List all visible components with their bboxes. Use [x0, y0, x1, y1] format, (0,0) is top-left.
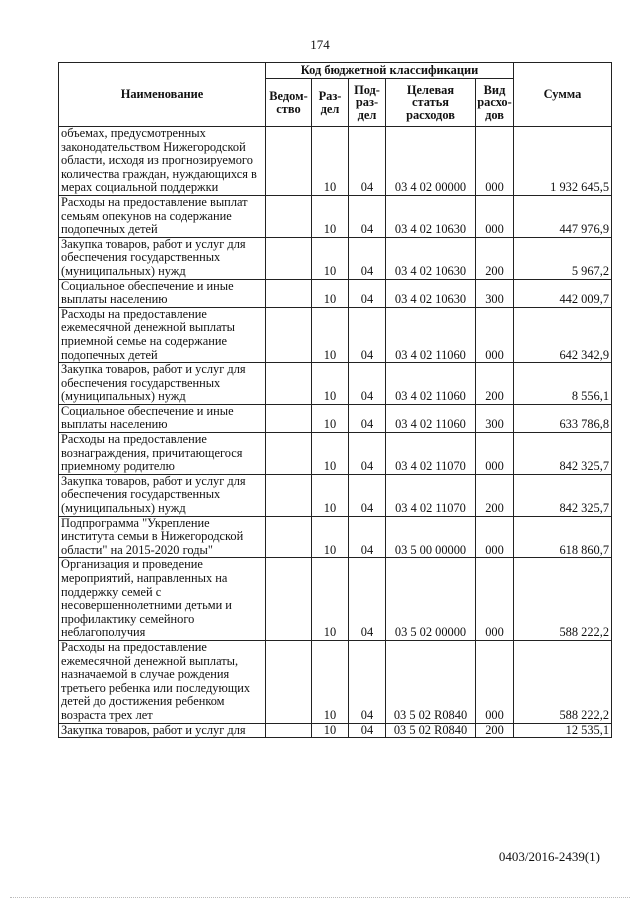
cell-name: Закупка товаров, работ и услуг для обеспечения государственных (муниципальных) нужд	[59, 474, 266, 516]
table-row	[59, 516, 612, 558]
cell-razdel: 10	[312, 723, 349, 738]
cell-name: Расходы на предоставление вознаграждения, причитающегося приемному родителю	[59, 433, 266, 475]
cell-celevaya: 03 4 02 10630	[386, 237, 476, 279]
cell-celevaya: 03 4 02 10630	[386, 279, 476, 307]
header-sum: Сумма	[514, 63, 612, 127]
cell-name: Социальное обеспечение и иные выплаты населению	[59, 404, 266, 432]
cell-vid: 200	[476, 474, 514, 516]
cell-sum: 588 222,2	[514, 558, 612, 641]
cell-podrazdel: 04	[349, 474, 386, 516]
cell-razdel: 10	[312, 127, 349, 196]
cell-razdel: 10	[312, 433, 349, 475]
table-row	[59, 195, 612, 237]
header-razdel: Раз-дел	[312, 79, 349, 127]
cell-podrazdel: 04	[349, 307, 386, 362]
cell-name: Подпрограмма "Укрепление института семьи в Нижегородской области" на 2015-2020 годы"	[59, 516, 266, 558]
cell-sum: 8 556,1	[514, 363, 612, 405]
cell-sum: 442 009,7	[514, 279, 612, 307]
cell-vedomstvo	[266, 474, 312, 516]
header-classification-group: Код бюджетной классификации	[266, 63, 514, 79]
cell-sum: 447 976,9	[514, 195, 612, 237]
cell-podrazdel: 04	[349, 516, 386, 558]
cell-sum: 5 967,2	[514, 237, 612, 279]
cell-vedomstvo	[266, 307, 312, 362]
header-name: Наименование	[59, 63, 266, 127]
cell-razdel: 10	[312, 195, 349, 237]
cell-vedomstvo	[266, 558, 312, 641]
cell-sum: 1 932 645,5	[514, 127, 612, 196]
cell-celevaya: 03 5 02 R0840	[386, 723, 476, 738]
cell-podrazdel: 04	[349, 237, 386, 279]
cell-vid: 300	[476, 404, 514, 432]
cell-vedomstvo	[266, 516, 312, 558]
table-row	[59, 474, 612, 516]
cell-celevaya: 03 4 02 11070	[386, 433, 476, 475]
cell-name: Социальное обеспечение и иные выплаты населению	[59, 279, 266, 307]
cell-vid: 000	[476, 307, 514, 362]
table-header	[59, 63, 612, 127]
cell-vedomstvo	[266, 723, 312, 738]
cell-sum: 618 860,7	[514, 516, 612, 558]
cell-vid: 200	[476, 363, 514, 405]
cell-razdel: 10	[312, 307, 349, 362]
cell-razdel: 10	[312, 516, 349, 558]
cell-vedomstvo	[266, 127, 312, 196]
cell-name: объемах, предусмотренных законодательством Нижегородской области, исходя из прогнозируемого количества граждан, нуждающихся в мерах социальной поддержки	[59, 127, 266, 196]
cell-celevaya: 03 5 02 00000	[386, 558, 476, 641]
budget-table	[58, 62, 612, 738]
table-row	[59, 127, 612, 196]
cell-name: Закупка товаров, работ и услуг для обеспечения государственных (муниципальных) нужд	[59, 237, 266, 279]
cell-celevaya: 03 4 02 11060	[386, 307, 476, 362]
document-code: 0403/2016-2439(1)	[498, 849, 600, 864]
cell-celevaya: 03 4 02 10630	[386, 195, 476, 237]
page-number: 174	[310, 37, 330, 52]
cell-podrazdel: 04	[349, 195, 386, 237]
cell-sum: 633 786,8	[514, 404, 612, 432]
table-row	[59, 237, 612, 279]
cell-vid: 000	[476, 195, 514, 237]
header-vid: Вид расхо-дов	[476, 79, 514, 127]
cell-celevaya: 03 5 02 R0840	[386, 640, 476, 723]
cell-vedomstvo	[266, 433, 312, 475]
cell-name: Расходы на предоставление выплат семьям опекунов на содержание подопечных детей	[59, 195, 266, 237]
cell-celevaya: 03 4 02 00000	[386, 127, 476, 196]
cell-sum: 842 325,7	[514, 433, 612, 475]
cell-vedomstvo	[266, 404, 312, 432]
cell-celevaya: 03 4 02 11060	[386, 404, 476, 432]
cell-name: Закупка товаров, работ и услуг для обеспечения государственных (муниципальных) нужд	[59, 363, 266, 405]
cell-podrazdel: 04	[349, 558, 386, 641]
cell-podrazdel: 04	[349, 127, 386, 196]
cell-vid: 200	[476, 723, 514, 738]
cell-podrazdel: 04	[349, 404, 386, 432]
table-row	[59, 279, 612, 307]
table-body	[59, 127, 612, 738]
cell-podrazdel: 04	[349, 433, 386, 475]
cell-razdel: 10	[312, 363, 349, 405]
cell-razdel: 10	[312, 558, 349, 641]
table-row	[59, 363, 612, 405]
cell-podrazdel: 04	[349, 640, 386, 723]
cell-vedomstvo	[266, 237, 312, 279]
table-row	[59, 640, 612, 723]
cell-sum: 842 325,7	[514, 474, 612, 516]
cell-razdel: 10	[312, 237, 349, 279]
header-podrazdel: Под-раз-дел	[349, 79, 386, 127]
cell-razdel: 10	[312, 640, 349, 723]
cell-sum: 588 222,2	[514, 640, 612, 723]
cell-name: Закупка товаров, работ и услуг для	[59, 723, 266, 738]
table-row	[59, 723, 612, 738]
cell-vid: 200	[476, 237, 514, 279]
cell-razdel: 10	[312, 279, 349, 307]
table-row	[59, 404, 612, 432]
cell-vedomstvo	[266, 279, 312, 307]
cell-name: Расходы на предоставление ежемесячной денежной выплаты, назначаемой в случае рождения третьего ребенка или последующих детей до достижения ребенком возраста трех лет	[59, 640, 266, 723]
cell-razdel: 10	[312, 474, 349, 516]
cell-vedomstvo	[266, 363, 312, 405]
cell-podrazdel: 04	[349, 279, 386, 307]
cell-sum: 642 342,9	[514, 307, 612, 362]
cell-podrazdel: 04	[349, 363, 386, 405]
cell-podrazdel: 04	[349, 723, 386, 738]
cell-celevaya: 03 4 02 11070	[386, 474, 476, 516]
cell-razdel: 10	[312, 404, 349, 432]
cell-celevaya: 03 4 02 11060	[386, 363, 476, 405]
cell-name: Организация и проведение мероприятий, направленных на поддержку семей с несовершеннолетними детьми и профилактику семейного неблагополучия	[59, 558, 266, 641]
cell-celevaya: 03 5 00 00000	[386, 516, 476, 558]
cell-vid: 300	[476, 279, 514, 307]
table-row	[59, 307, 612, 362]
table-row	[59, 558, 612, 641]
header-celevaya: Целевая статья расходов	[386, 79, 476, 127]
cell-vid: 000	[476, 640, 514, 723]
table-row	[59, 433, 612, 475]
cell-vid: 000	[476, 516, 514, 558]
cell-sum: 12 535,1	[514, 723, 612, 738]
cell-vedomstvo	[266, 640, 312, 723]
cell-vid: 000	[476, 558, 514, 641]
cell-vedomstvo	[266, 195, 312, 237]
scan-artifact-line	[10, 897, 630, 899]
cell-vid: 000	[476, 127, 514, 196]
header-vedomstvo: Ведом-ство	[266, 79, 312, 127]
cell-vid: 000	[476, 433, 514, 475]
cell-name: Расходы на предоставление ежемесячной денежной выплаты приемной семье на содержание подопечных детей	[59, 307, 266, 362]
